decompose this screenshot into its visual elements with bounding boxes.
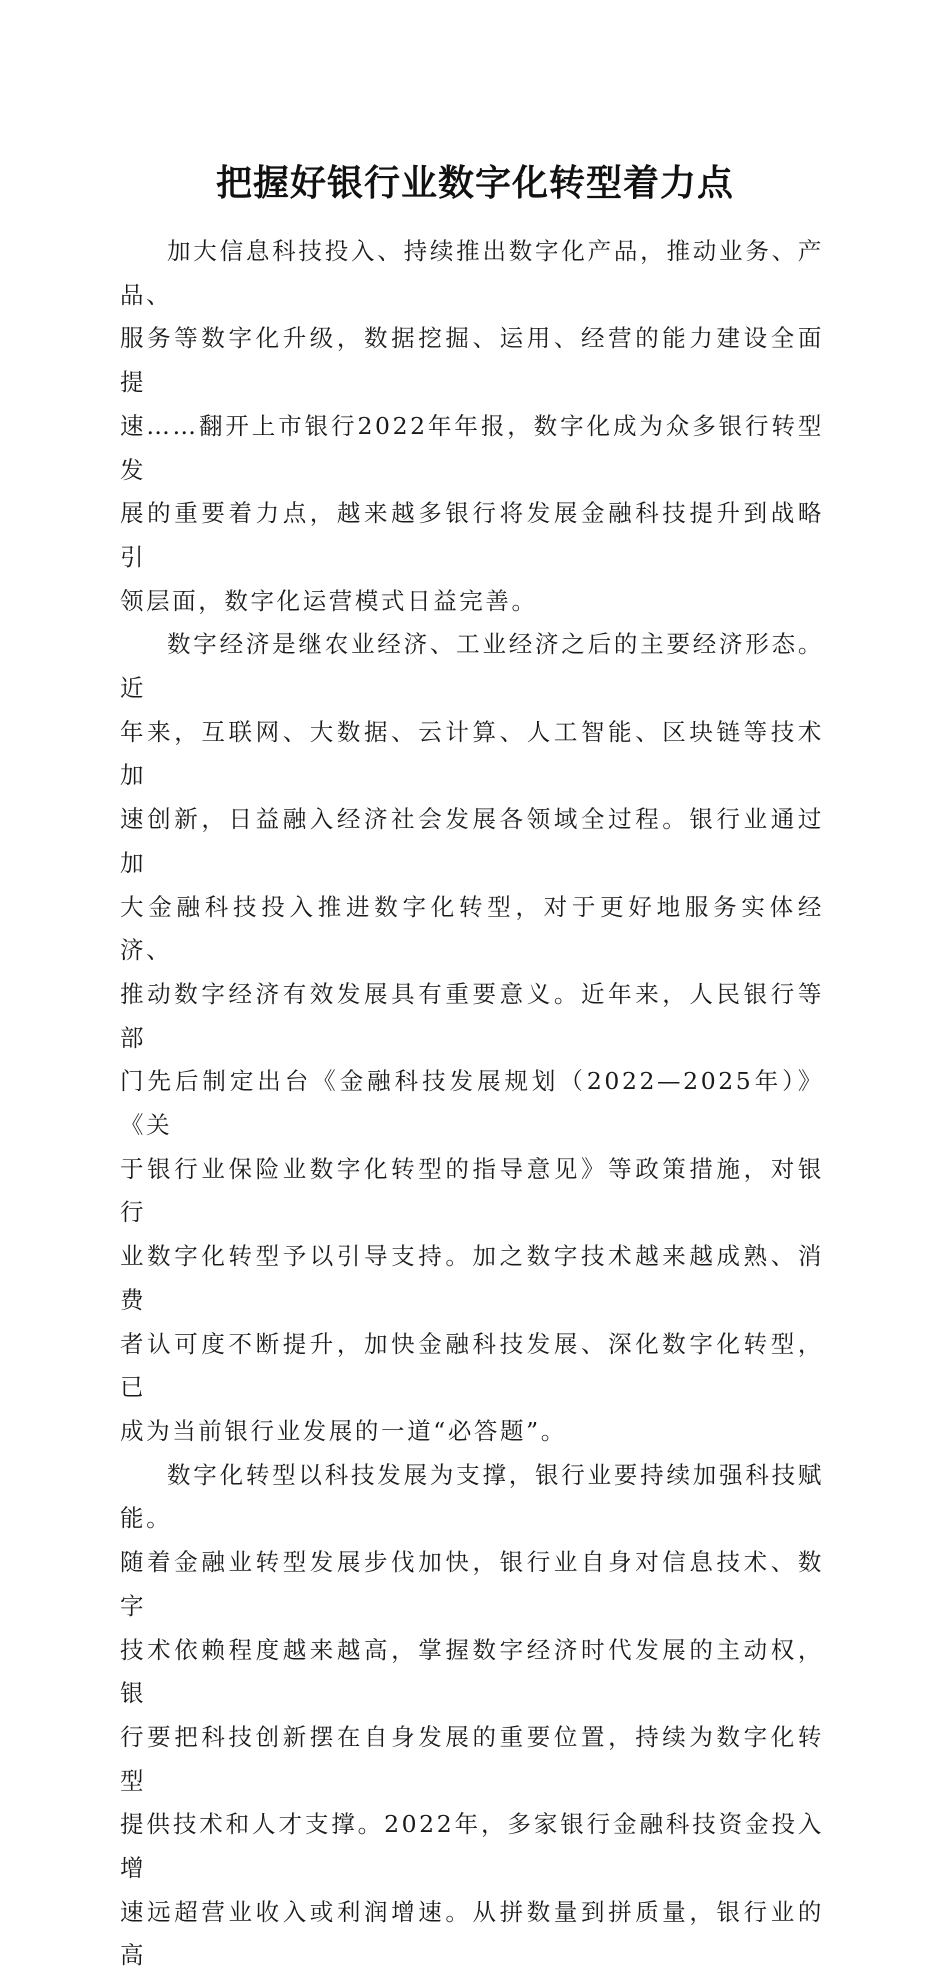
- paragraph: 加大信息科技投入、持续推出数字化产品，推动业务、产品、 服务等数字化升级，数据挖掘、运用、经营的能力建设全面提 速……翻开上市银行2022年年报，数字化成为众多银行转型发 展的重要着力点，越来越多银行将发展金融科技提升到战略引 领层面，数字化运营模式日益完善。: [120, 237, 824, 615]
- paragraph: 数字化转型以科技发展为支撑，银行业要持续加强科技赋能。 随着金融业转型发展步伐加快，银行业自身对信息技术、数字 技术依赖程度越来越高，掌握数字经济时代发展的主动权，银 行要把科技创新摆在自身发展的重要位置，持续为数字化转型 提供技术和人才支撑。2022年，多家银行金融科技资金投入增 速远超营业收入或利润增速。从拼数量到拼质量，银行业的高: [120, 1460, 824, 1970]
- document-body: [120, 230, 824, 1978]
- document-title: 把握好银行业数字化转型着力点: [215, 162, 734, 205]
- paragraph: 数字经济是继农业经济、工业经济之后的主要经济形态。近 年来，互联网、大数据、云计算、人工智能、区块链等技术加 速创新，日益融入经济社会发展各领域全过程。银行业通过加 大金融科技投入推进数字化转型，对于更好地服务实体经济、 推动数字经济有效发展具有重要意义。近年来，人民银行等部 门先后制定出台《金融科技发展规划（2022—2025年）》《关 于银行业保险业数字化转型的指导意见》等政策措施，对银行 业数字化转型予以引导支持。加之数字技术越来越成熟、消费 者认可度不断提升，加快金融科技发展、深化数字化转型，已 成为当前银行业发展的一道“必答题”。: [120, 630, 824, 1445]
